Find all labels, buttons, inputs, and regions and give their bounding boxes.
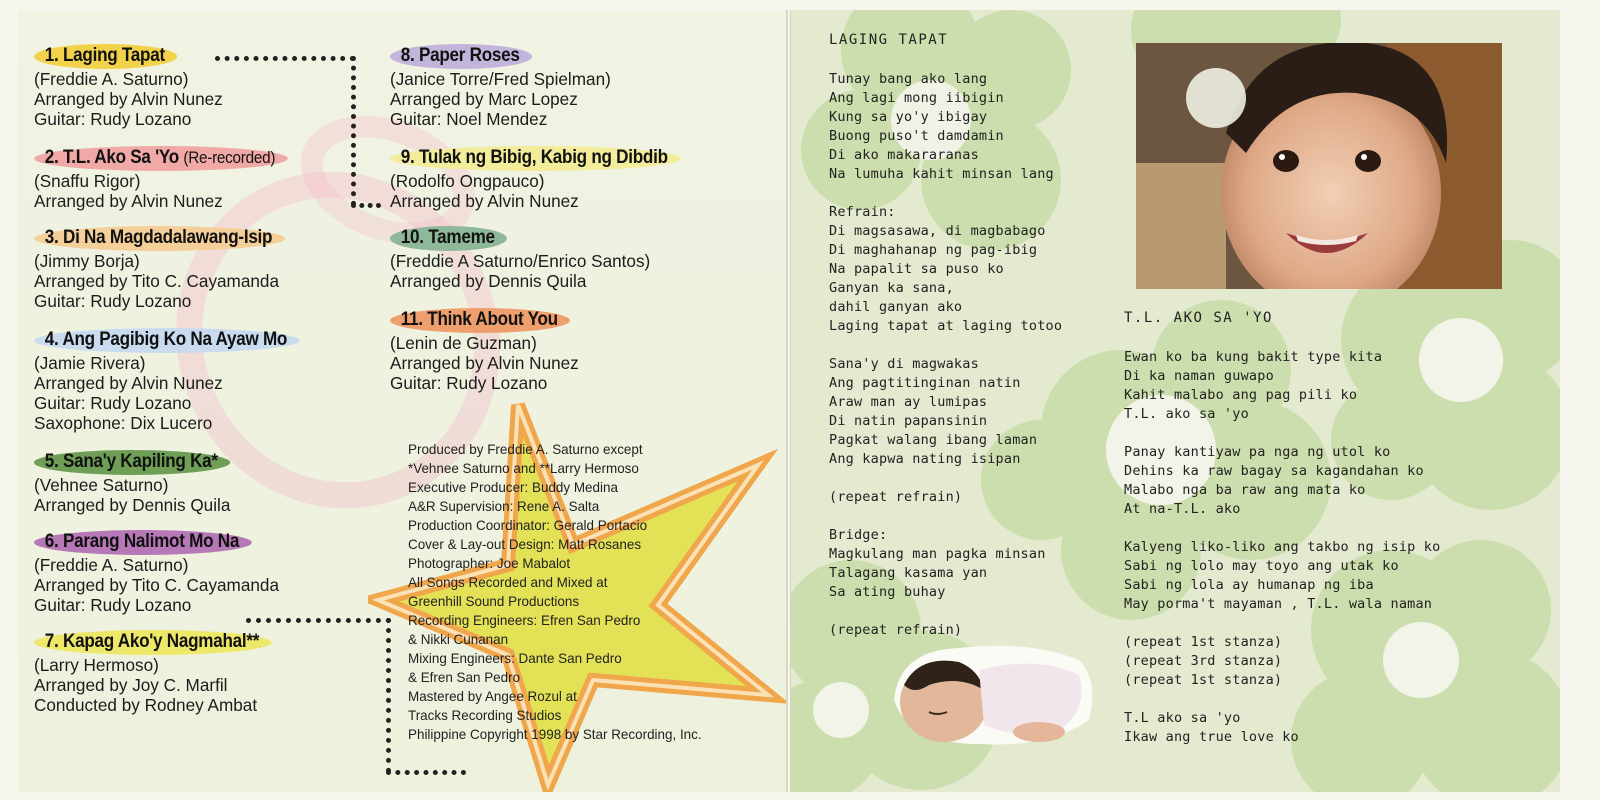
credit-line: Greenhill Sound Productions xyxy=(408,593,580,609)
track-9 xyxy=(390,146,780,211)
track-guitar: Guitar: Rudy Lozano xyxy=(34,595,192,615)
track-arranger: Arranged by Alvin Nunez xyxy=(34,191,223,211)
track-arranger: Arranged by Dennis Quila xyxy=(390,271,587,291)
credit-line: & Efren San Pedro xyxy=(408,669,521,685)
track-arranger: Arranged by Alvin Nunez xyxy=(34,373,223,393)
track-guitar: Guitar: Rudy Lozano xyxy=(34,109,192,129)
track-list-page xyxy=(18,10,788,792)
track-guitar: Guitar: Rudy Lozano xyxy=(34,393,192,413)
production-credits xyxy=(408,440,768,744)
credit-line: Cover & Lay-out Design: Matt Rosanes xyxy=(408,536,642,552)
lyrics-title: T.L. AKO SA 'YO xyxy=(1124,310,1273,326)
credit-line: *Vehnee Saturno and **Larry Hermoso xyxy=(408,460,639,476)
track-composer: (Lenin de Guzman) xyxy=(390,333,537,353)
track-composer: (Freddie A Saturno/Enrico Santos) xyxy=(390,251,651,271)
baby-face-illustration xyxy=(1136,43,1502,289)
credit-line: Production Coordinator: Gerald Portacio xyxy=(408,517,648,533)
track-title: 4. Ang Pagibig Ko Na Ayaw Mo xyxy=(34,328,300,353)
track-composer: (Jimmy Borja) xyxy=(34,251,140,271)
credit-line: Tracks Recording Studios xyxy=(408,707,562,723)
credit-line: Philippine Copyright 1998 by Star Recording, Inc. xyxy=(408,726,702,742)
track-title: 8. Paper Roses xyxy=(390,44,532,69)
track-arranger: Arranged by Marc Lopez xyxy=(390,89,578,109)
track-composer: (Larry Hermoso) xyxy=(34,655,159,675)
track-composer: (Janice Torre/Fred Spielman) xyxy=(390,69,611,89)
track-title: 11. Think About You xyxy=(390,308,570,333)
track-composer: (Freddie A. Saturno) xyxy=(34,69,189,89)
lyrics-body: Ewan ko ba kung bakit type kita Di ka naman guwapo Kahit malabo ang pag pili ko T.L. ako sa 'yo Panay kantiyaw pa nga ng utol ko Dehins ka raw bagay sa kagandahan ko Malabo nga ba raw ang mata ko At na-T.L. ako Kalyeng liko-liko ang takbo ng isip ko Sabi ng lolo may toyo ang utak ko Sabi ng lola ay humanap ng iba May porma't mayaman , T.L. wala naman (repeat 1st stanza) (repeat 3rd stanza) (repeat 1st stanza) T.L ako sa 'yo Ikaw ang true love ko xyxy=(1124,349,1441,745)
track-7 xyxy=(34,630,394,715)
track-arranger: Arranged by Dennis Quila xyxy=(34,495,231,515)
track-6 xyxy=(34,530,394,615)
credit-line: Executive Producer: Buddy Medina xyxy=(408,479,618,495)
lyrics-title: LAGING TAPAT xyxy=(829,32,949,48)
track-2 xyxy=(34,146,394,211)
track-arranger: Arranged by Alvin Nunez xyxy=(390,191,579,211)
track-title: 3. Di Na Magdadalawang-Isip xyxy=(34,226,285,251)
credit-line: Recording Engineers: Efren San Pedro xyxy=(408,612,641,628)
track-composer: (Vehnee Saturno) xyxy=(34,475,169,495)
track-conductor: Conducted by Rodney Ambat xyxy=(34,695,258,715)
track-3 xyxy=(34,226,394,311)
track-composer: (Snaffu Rigor) xyxy=(34,171,141,191)
track-1 xyxy=(34,44,394,129)
track-title: 2. T.L. Ako Sa 'Yo (Re-recorded) xyxy=(34,146,288,171)
track-arranger: Arranged by Alvin Nunez xyxy=(34,89,223,109)
credit-line: A&R Supervision: Rene A. Salta xyxy=(408,498,600,514)
track-composer: (Freddie A. Saturno) xyxy=(34,555,189,575)
credit-line: Mastered by Angee Rozul at xyxy=(408,688,577,704)
track-arranger: Arranged by Alvin Nunez xyxy=(390,353,579,373)
credit-line: Produced by Freddie A. Saturno except xyxy=(408,441,643,457)
track-composer: (Rodolfo Ongpauco) xyxy=(390,171,545,191)
track-arranger: Arranged by Tito C. Cayamanda xyxy=(34,575,279,595)
track-arranger: Arranged by Joy C. Marfil xyxy=(34,675,228,695)
track-saxophone: Saxophone: Dix Lucero xyxy=(34,413,213,433)
track-title: 6. Parang Nalimot Mo Na xyxy=(34,530,252,555)
track-title: 1. Laging Tapat xyxy=(34,44,177,69)
credit-line: Mixing Engineers: Dante San Pedro xyxy=(408,650,622,666)
track-10 xyxy=(390,226,780,291)
track-title: 10. Tameme xyxy=(390,226,507,251)
track-4 xyxy=(34,328,394,433)
track-title: 9. Tulak ng Bibig, Kabig ng Dibdib xyxy=(390,146,680,171)
track-composer: (Jamie Rivera) xyxy=(34,353,146,373)
track-8 xyxy=(390,44,750,129)
track-title: 5. Sana'y Kapiling Ka* xyxy=(34,450,230,475)
lyrics-body: Tunay bang ako lang Ang lagi mong iibigin Kung sa yo'y ibigay Buong puso't damdamin Di ako makararanas Na lumuha kahit minsan lang Refrain: Di magsasawa, di magbabago Di maghahanap ng pag-ibig Na papalit sa puso ko Ganyan ka sana, dahil ganyan ako Laging tapat at laging totoo Sana'y di magwakas Ang pagtitinginan natin Araw man ay lumipas Di natin papansinin Pagkat walang ibang laman Ang kapwa nating isipan (repeat refrain) Bridge: Magkulang man pagka minsan Talagang kasama yan Sa ating buhay (repeat refrain) xyxy=(829,71,1063,638)
credit-line: Photographer: Joe Mabalot xyxy=(408,555,571,571)
track-arranger: Arranged by Tito C. Cayamanda xyxy=(34,271,279,291)
credit-line: All Songs Recorded and Mixed at xyxy=(408,574,608,590)
credit-line: & Nikki Cunanan xyxy=(408,631,509,647)
track-title: 7. Kapag Ako'y Nagmahal** xyxy=(34,630,272,655)
track-guitar: Guitar: Noel Mendez xyxy=(390,109,548,129)
lyrics-page xyxy=(790,10,1560,792)
track-5 xyxy=(34,450,394,515)
track-note: (Re-recorded) xyxy=(183,148,276,167)
track-guitar: Guitar: Rudy Lozano xyxy=(34,291,192,311)
track-11 xyxy=(390,308,750,393)
baby-photo xyxy=(1136,43,1502,289)
track-guitar: Guitar: Rudy Lozano xyxy=(390,373,548,393)
sleeping-baby-photo xyxy=(889,640,1099,750)
